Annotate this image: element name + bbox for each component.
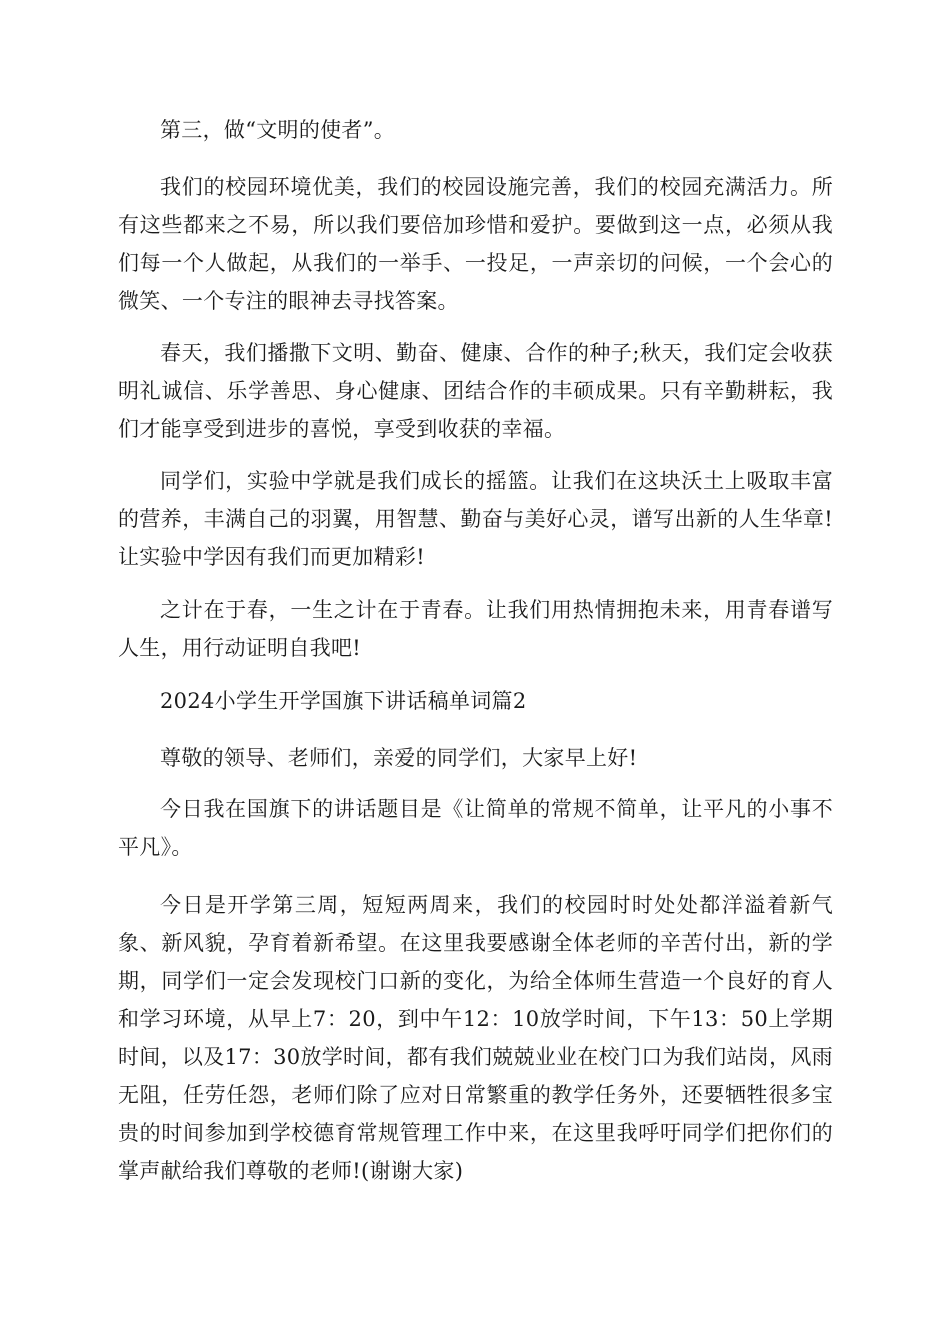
paragraph-campus-environment: 我们的校园环境优美，我们的校园设施完善，我们的校园充满活力。所有这些都来之不易，所以我们要倍加珍惜和爱护。要做到这一点，必须从我们每一个人做起，从我们的一举手、一投足，一声亲切的问候，一个会心的微笑、一个专注的眼神去寻找答案。 <box>118 175 833 313</box>
paragraph-school-cradle: 同学们，实验中学就是我们成长的摇篮。让我们在这块沃土上吸取丰富的营养，丰满自己的羽翼，用智慧、勤奋与美好心灵，谱写出新的人生华章!让实验中学因有我们而更加精彩! <box>118 469 833 569</box>
paragraph-speech-topic: 今日我在国旗下的讲话题目是《让简单的常规不简单，让平凡的小事不平凡》。 <box>118 797 833 859</box>
paragraph-spring-autumn: 春天，我们播撒下文明、勤奋、健康、合作的种子;秋天，我们定会收获明礼诚信、乐学善思、身心健康、团结合作的丰硕成果。只有辛勤耕耘，我们才能享受到进步的喜悦，享受到收获的幸福。 <box>118 341 833 441</box>
paragraph-third-week: 今日是开学第三周，短短两周来，我们的校园时时处处都洋溢着新气象、新风貌，孕育着新希望。在这里我要感谢全体老师的辛苦付出，新的学期，同学们一定会发现校门口新的变化，为给全体师生营造一个良好的育人和学习环境，从早上7：20，到中午12：10放学时间，下午13：50上学期时间，以及17：30放学时间，都有我们兢兢业业在校门口为我们站岗，风雨无阻，任劳任怨，老师们除了应对日常繁重的教学任务外，还要牺牲很多宝贵的时间参加到学校德育常规管理工作中来，在这里我呼吁同学们把你们的掌声献给我们尊敬的老师!(谢谢大家) <box>118 893 833 1183</box>
paragraph-section-heading: 第三，做“文明的使者”。 <box>160 118 396 142</box>
paragraph-greeting: 尊敬的领导、老师们，亲爱的同学们，大家早上好! <box>160 746 638 770</box>
speech-title: 2024小学生开学国旗下讲话稿单词篇2 <box>160 689 527 713</box>
paragraph-youth: 之计在于春，一生之计在于青春。让我们用热情拥抱未来，用青春谱写人生，用行动证明自我吧! <box>118 598 833 660</box>
